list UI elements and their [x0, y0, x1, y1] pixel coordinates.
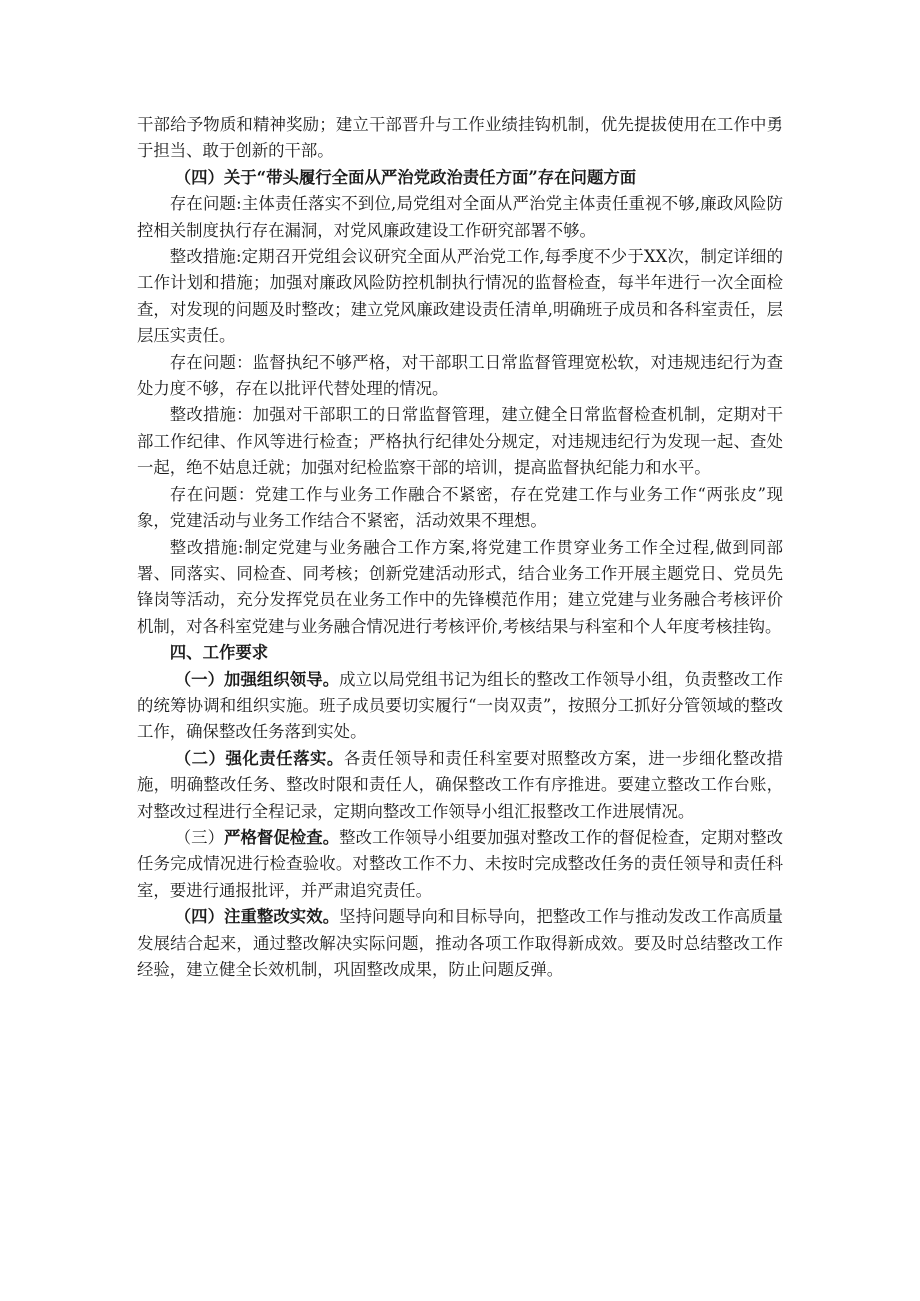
requirement-1-num: （一）: [174, 669, 225, 689]
document-page: [137, 112, 783, 983]
requirement-2-label: 强化责任落实。: [225, 748, 344, 768]
paragraph-problem-2: 存在问题：监督执纪不够严格，对干部职工日常监督管理宽松软，对违规违纪行为查处力度不够，存在以批评代替处理的情况。: [137, 352, 783, 399]
requirement-2-num: （二）: [174, 748, 226, 768]
paragraph-measure-3: 整改措施:制定党建与业务融合工作方案,将党建工作贯穿业务工作全过程,做到同部署、同落实、同检查、同考核；创新党建活动形式，结合业务工作开展主题党日、党员先锋岗等活动，充分发挥党员在业务工作中的先锋模范作用；建立党建与业务融合考核评价机制，对各科室党建与业务融合情况进行考核评价,考核结果与科室和个人年度考核挂钩。: [137, 537, 783, 636]
requirement-4: [137, 904, 783, 983]
requirement-3-text: 整改工作领导小组要加强对整改工作的督促检查，定期对整改任务完成情况进行检查验收。对整改工作不力、未按时完成整改任务的责任领导和责任科室，要进行通报批评，并严肃追究责任。: [137, 827, 784, 900]
requirement-4-num: （四）: [174, 907, 225, 927]
paragraph-measure-2: 整改措施：加强对干部职工的日常监督管理，建立健全日常监督检查机制，定期对干部工作纪律、作风等进行检查；严格执行纪律处分规定，对违规违纪行为发现一起、查处一起，绝不姑息迁就；加强对纪检监察干部的培训，提高监督执纪能力和水平。: [137, 405, 783, 478]
requirement-3: [137, 825, 783, 904]
requirement-3-label: 严格督促检查。: [224, 827, 340, 847]
requirement-1-text: 成立以局党组书记为组长的整改工作领导小组，负责整改工作的统筹协调和组织实施。班子成员要切实履行“一岗双责”，按照分工抓好分管领域的整改工作，确保整改任务落到实处。: [137, 669, 784, 742]
paragraph-measure-1: 整改措施:定期召开党组会议研究全面从严治党工作,每季度不少于XX次，制定详细的工作计划和措施；加强对廉政风险防控机制执行情况的监督检查，每半年进行一次全面检查，对发现的问题及时整改；建立党风廉政建设责任清单,明确班子成员和各科室责任，层层压实责任。: [137, 247, 783, 346]
requirement-3-num: （三）: [174, 827, 225, 847]
paragraph-problem-1: 存在问题:主体责任落实不到位,局党组对全面从严治党主体责任重视不够,廉政风险防控相关制度执行存在漏洞，对党风廉政建设工作研究部署不够。: [137, 194, 783, 240]
requirement-2: [137, 746, 783, 825]
paragraph-continuation: 干部给予物质和精神奖励；建立干部晋升与工作业绩挂钩机制，优先提拔使用在工作中勇于担当、敢于创新的干部。: [137, 115, 783, 161]
subsection-heading: （四）关于“带头履行全面从严治党政治责任方面”存在问题方面: [174, 167, 637, 187]
paragraph-problem-3: 存在问题：党建工作与业务工作融合不紧密，存在党建工作与业务工作“两张皮”现象，党建活动与业务工作结合不紧密，活动效果不理想。: [137, 484, 783, 531]
requirement-4-text: 坚持问题导向和目标导向，把整改工作与推动发改工作高质量发展结合起来，通过整改解决实际问题，推动各项工作取得新成效。要及时总结整改工作经验，建立健全长效机制，巩固整改成果，防止问题反弹。: [137, 907, 784, 979]
requirement-1: [137, 667, 783, 746]
requirement-1-label: 加强组织领导。: [224, 669, 340, 689]
section-title: 四、工作要求: [169, 643, 269, 663]
requirement-4-label: 注重整改实效。: [224, 907, 340, 927]
requirement-2-text: 各责任领导和责任科室要对照整改方案，进一步细化整改措施，明确整改任务、整改时限和责任人，确保整改工作有序推进。要建立整改工作台账，对整改过程进行全程记录，定期向整改工作领导小组汇报整改工作进展情况。: [137, 748, 784, 821]
